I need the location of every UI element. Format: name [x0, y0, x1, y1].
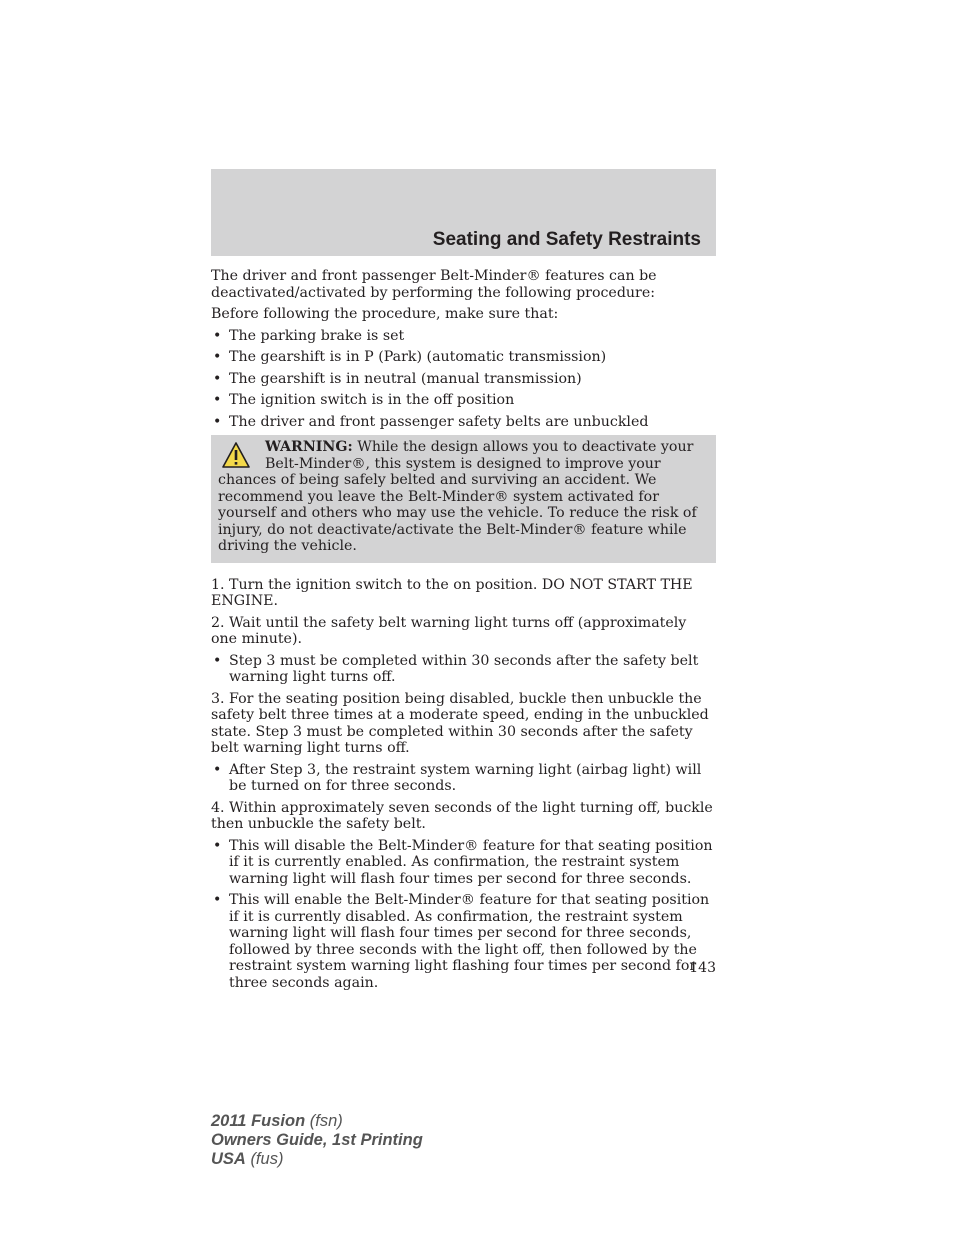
intro-paragraph: The driver and front passenger Belt-Minder® features can be deactivated/activated by performing the following procedure:: [211, 268, 657, 301]
list-item: • The driver and front passenger safety belts are unbuckled: [211, 414, 716, 431]
list-item: • The gearshift is in neutral (manual transmission): [211, 371, 716, 388]
warning-label: WARNING:: [265, 439, 353, 455]
footer-region: USA: [211, 1150, 246, 1168]
step-1: 1. Turn the ignition switch to the on position. DO NOT START THE ENGINE.: [211, 576, 693, 609]
step-3: 3. For the seating position being disabled, buckle then unbuckle the safety belt three times at a moderate speed, ending in the unbuckled state. Step 3 must be completed within 30 seconds after the safety belt warning light turns off.: [211, 690, 709, 756]
precondition-list: [211, 328, 716, 431]
warning-triangle-icon: [221, 441, 251, 469]
footer-guide: Owners Guide, 1st Printing: [211, 1131, 423, 1149]
step-3-notes: [211, 762, 716, 795]
footer-line-guide: [211, 1131, 423, 1150]
step-2-notes: [211, 653, 716, 686]
page-number: 143: [689, 960, 716, 976]
list-item: • The parking brake is set: [211, 328, 716, 345]
step-4: 4. Within approximately seven seconds of the light turning off, buckle then unbuckle the safety belt.: [211, 799, 713, 832]
footer-model: 2011 Fusion: [211, 1112, 306, 1130]
section-title: Seating and Safety Restraints: [432, 229, 701, 250]
list-item: • This will enable the Belt-Minder® feature for that seating position if it is currently disabled. As confirmation, the restraint system warning light will flash four times per second for three seconds, followed by three seconds with the light off, then followed by the restraint system warning light flashing four times per second for three seconds again.: [211, 892, 716, 991]
section-header-band: [211, 169, 716, 256]
list-item: • After Step 3, the restraint system warning light (airbag light) will be turned on for three seconds.: [211, 762, 716, 795]
list-item: • The gearshift is in P (Park) (automatic transmission): [211, 349, 716, 366]
footer-model-code: (fsn): [309, 1112, 343, 1130]
list-item: • The ignition switch is in the off position: [211, 392, 716, 409]
step-2: 2. Wait until the safety belt warning light turns off (approximately one minute).: [211, 614, 687, 647]
warning-box: [211, 435, 716, 563]
document-footer: [211, 1112, 423, 1169]
list-item: • Step 3 must be completed within 30 seconds after the safety belt warning light turns off.: [211, 653, 716, 686]
list-item: • This will disable the Belt-Minder® feature for that seating position if it is currently enabled. As confirmation, the restraint system warning light will flash four times per second for three seconds.: [211, 838, 716, 888]
footer-region-code: (fus): [250, 1150, 284, 1168]
footer-line-region: [211, 1150, 423, 1169]
before-label: Before following the procedure, make sure that:: [211, 306, 559, 322]
warning-text: While the design allows you to deactivate your Belt-Minder®, this system is designed to improve your chances of being safely belted and surviving an accident. We recommend you leave the Belt-Minder® system activated for yourself and others who may use the vehicle. To reduce the risk of injury, do not deactivate/activate the Belt-Minder® feature while driving the vehicle.: [218, 439, 697, 554]
page-content: [211, 268, 716, 996]
footer-line-model: [211, 1112, 423, 1131]
